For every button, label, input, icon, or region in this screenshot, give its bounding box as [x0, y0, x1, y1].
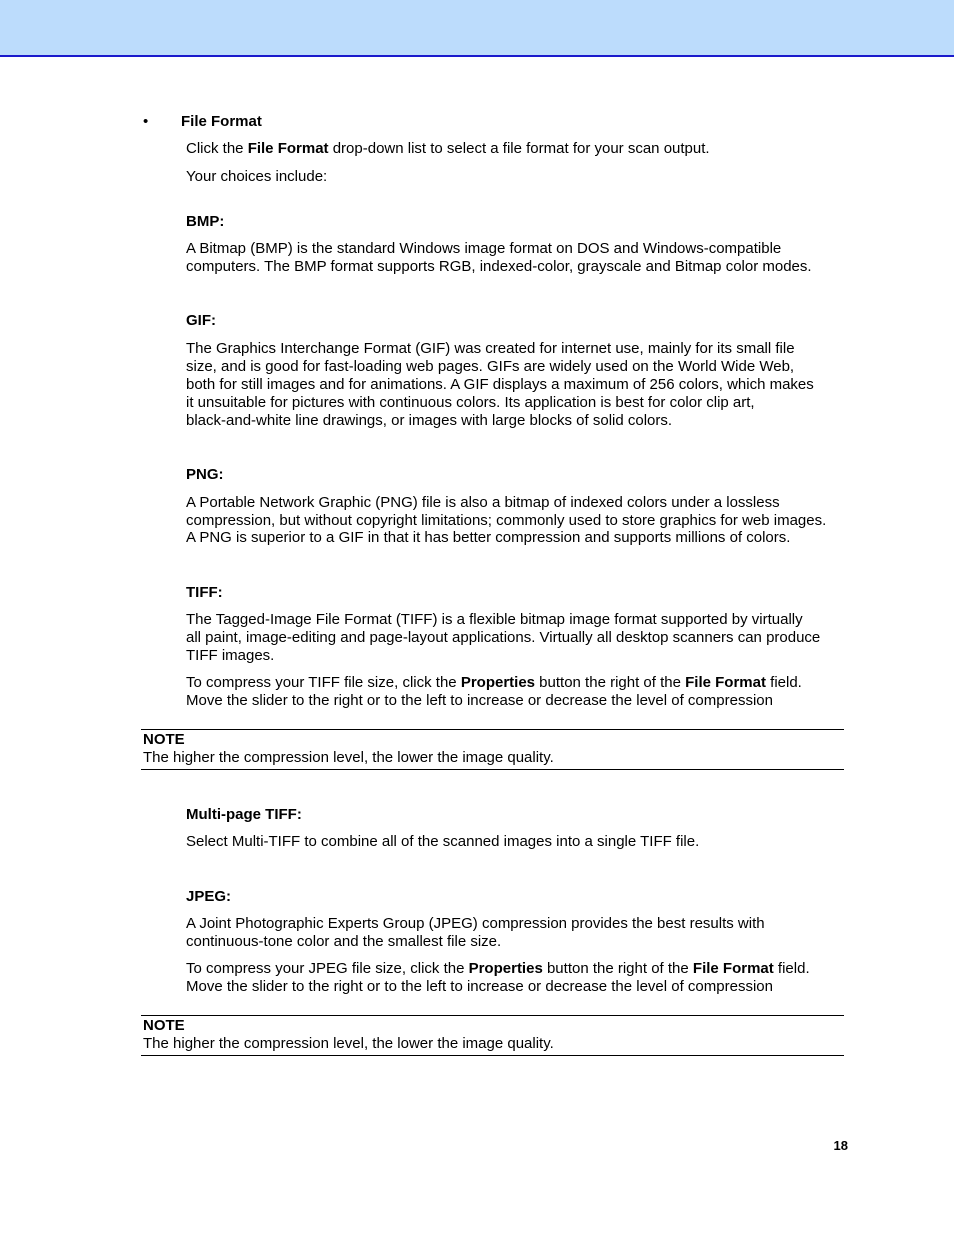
- gif-line: The Graphics Interchange Format (GIF) was created for internet use, mainly for its small file: [186, 340, 795, 357]
- jpeg-compress-line: Move the slider to the right or to the left to increase or decrease the level of compression: [186, 978, 773, 995]
- gif-line: size, and is good for fast-loading web pages. GIFs are widely used on the World Wide Web,: [186, 358, 795, 375]
- png-line: compression, but without copyright limitations; commonly used to store graphics for web images.: [186, 512, 827, 529]
- choices-text: Your choices include:: [186, 168, 328, 185]
- header-band: [0, 0, 954, 57]
- gif-heading: GIF:: [186, 312, 216, 329]
- png-heading: PNG:: [186, 466, 224, 483]
- jpeg-properties-bold: Properties: [468, 960, 543, 977]
- jpeg-heading: JPEG:: [186, 888, 232, 905]
- note-title: NOTE: [143, 731, 185, 748]
- jpeg-compress-text: To compress your JPEG file size, click the: [186, 960, 469, 977]
- note-box: [141, 729, 844, 770]
- png-line: A Portable Network Graphic (PNG) file is also a bitmap of indexed colors under a lossless: [186, 494, 780, 511]
- gif-line: black-and-white line drawings, or images with large blocks of solid colors.: [186, 412, 673, 429]
- note-text: The higher the compression level, the lower the image quality.: [143, 1035, 554, 1052]
- bmp-heading: BMP:: [186, 213, 225, 230]
- intro-text: Click the: [186, 140, 248, 157]
- tiff-compress-text: field.: [765, 674, 802, 691]
- gif-line: it unsuitable for pictures with continuous colors. Its application is best for color clip art,: [186, 394, 755, 411]
- page-number: 18: [833, 1138, 848, 1153]
- note-title: NOTE: [143, 1017, 185, 1034]
- bmp-line: computers. The BMP format supports RGB, indexed-color, grayscale and Bitmap color modes.: [186, 258, 812, 275]
- jpeg-compress-line: [186, 960, 810, 978]
- tiff-properties-bold: Properties: [460, 674, 536, 691]
- bmp-line: A Bitmap (BMP) is the standard Windows image format on DOS and Windows-compatible: [186, 240, 782, 257]
- multitiff-heading: Multi-page TIFF:: [186, 806, 302, 823]
- jpeg-compress-text: button the right of the: [542, 960, 693, 977]
- multitiff-line: Select Multi-TIFF to combine all of the scanned images into a single TIFF file.: [186, 833, 700, 850]
- tiff-compress-line: [186, 674, 802, 692]
- tiff-line: all paint, image-editing and page-layout applications. Virtually all desktop scanners can produce: [186, 629, 821, 646]
- jpeg-compress-text: field.: [773, 960, 810, 977]
- tiff-compress-text: To compress your TIFF file size, click the: [186, 674, 461, 691]
- intro-text-end: drop-down list to select a file format for your scan output.: [328, 140, 710, 157]
- tiff-compress-text: button the right of the: [535, 674, 686, 691]
- jpeg-line: continuous-tone color and the smallest file size.: [186, 933, 502, 950]
- tiff-line: TIFF images.: [186, 647, 275, 664]
- tiff-heading: TIFF:: [186, 584, 223, 601]
- note-text: The higher the compression level, the lower the image quality.: [143, 749, 554, 766]
- bullet: •: [143, 113, 149, 130]
- tiff-file-format-bold: File Format: [685, 674, 766, 691]
- jpeg-file-format-bold: File Format: [692, 960, 774, 977]
- intro-bold: File Format: [247, 140, 329, 157]
- section-title: File Format: [181, 113, 262, 130]
- png-line: A PNG is superior to a GIF in that it has better compression and supports millions of colors.: [186, 529, 791, 546]
- jpeg-line: A Joint Photographic Experts Group (JPEG) compression provides the best results with: [186, 915, 765, 932]
- note-box: [141, 1015, 844, 1056]
- gif-line: both for still images and for animations. A GIF displays a maximum of 256 colors, which makes: [186, 376, 814, 393]
- intro-paragraph: [186, 140, 710, 158]
- tiff-line: The Tagged-Image File Format (TIFF) is a flexible bitmap image format supported by virtually: [186, 611, 803, 628]
- tiff-compress-line: Move the slider to the right or to the left to increase or decrease the level of compression: [186, 692, 773, 709]
